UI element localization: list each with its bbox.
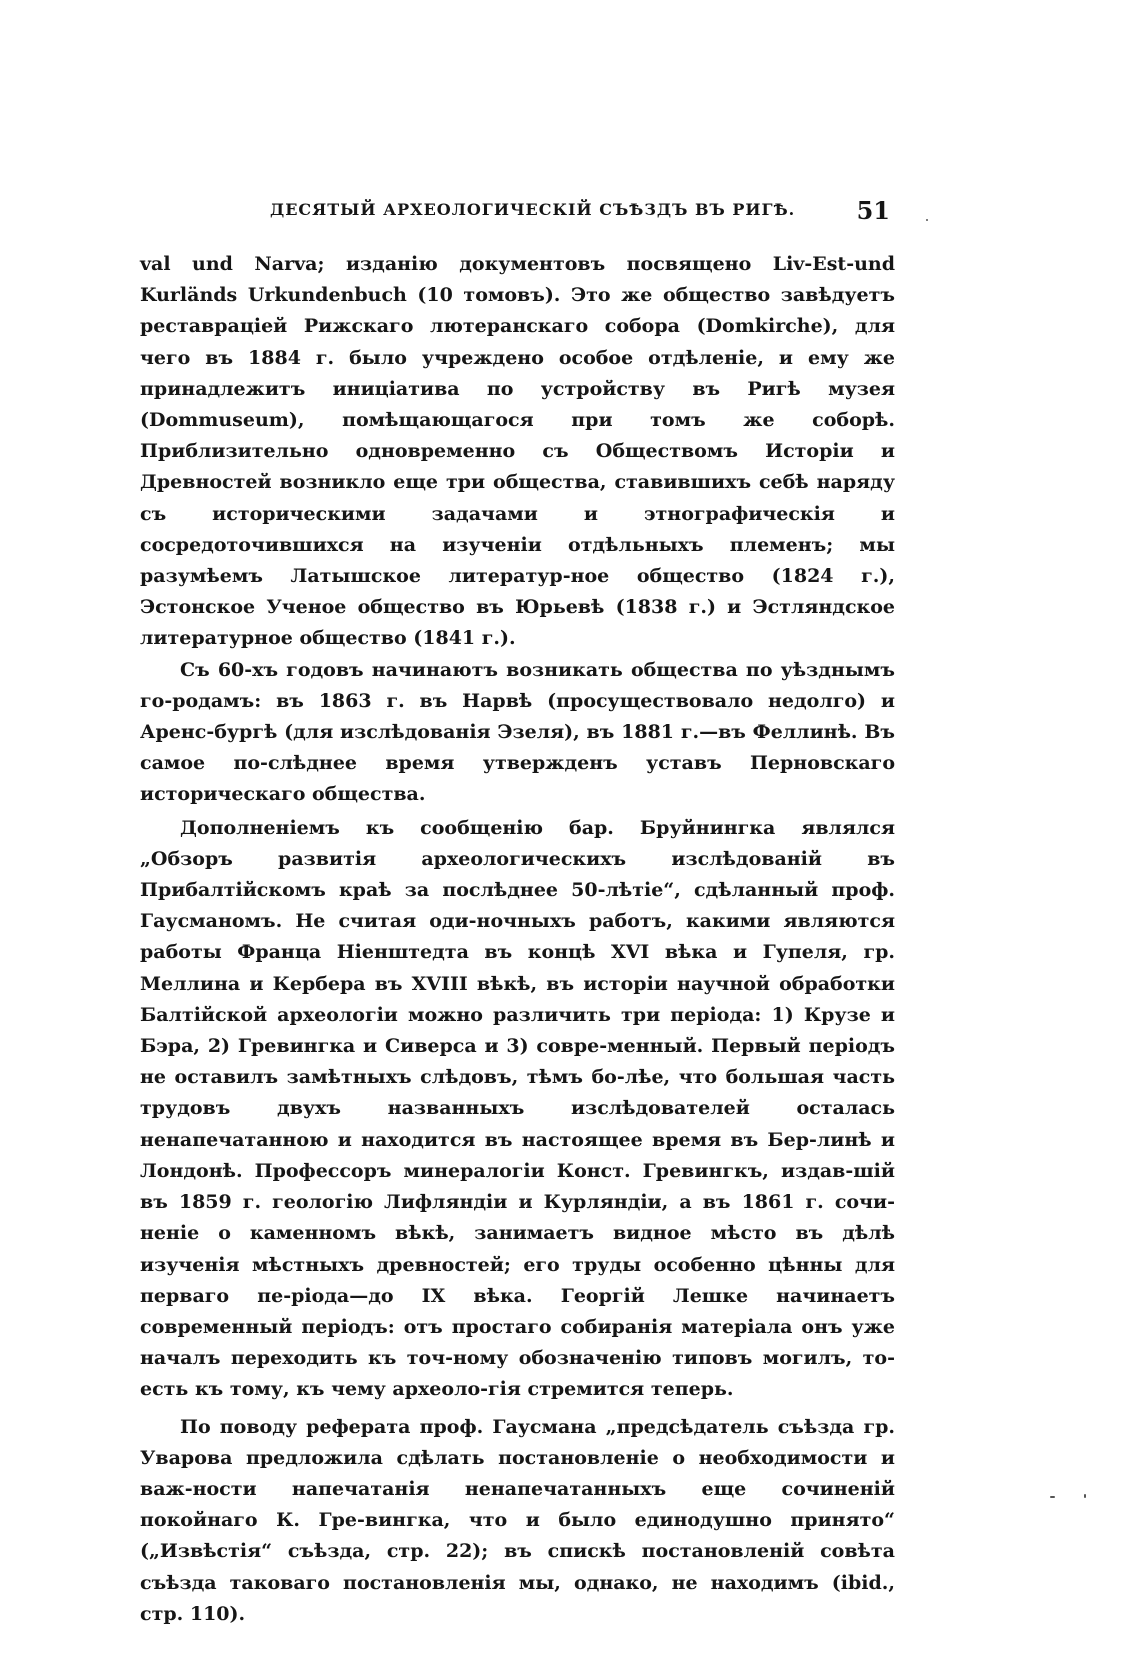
running-header: [140, 196, 900, 230]
scan-speck: [926, 219, 928, 221]
paragraph: val und Narva; изданію документовъ посвящено Liv-Est-und Kurländs Urkundenbuch (10 томовъ). Это же общество завѣдуетъ реставраціей Рижскаго лютеранскаго собора (Domkirche), для чего въ 1884 г. было учреждено особое отдѣленіе, и ему же принадлежитъ иниціатива по устройству въ Ригѣ музея (Dommuseum), помѣщающагося при томъ же соборѣ. Приблизительно одновременно съ Обществомъ Исторіи и Древностей возникло еще три общества, ставившихъ себѣ наряду съ историческими задачами и этнографическія и сосредоточившихся на изученіи отдѣльныхъ племенъ; мы разумѣемъ Латышское литератур-ное общество (1824 г.), Эстонское Ученое общество въ Юрьевѣ (1838 г.) и Эстляндское литературное общество (1841 г.).: [140, 253, 895, 650]
paragraph: По поводу реферата проф. Гаусмана „предсѣдатель съѣзда гр. Уварова предложила сдѣлать постановленіе о необходимости и важ-ности напечатанія ненапечатанныхъ еще сочиненій покойнаго К. Гре-вингка, что и было единодушно принято“ („Извѣстія“ съѣзда, стр. 22); въ спискѣ постановленій совѣта съѣзда таковаго постановленія мы, однако, не находимъ (ibid., стр. 110).: [140, 1415, 895, 1625]
body-text: [140, 249, 895, 1630]
paragraph: Съ 60-хъ годовъ начинаютъ возникать общества по уѣзднымъ го-родамъ: въ 1863 г. въ Нарвѣ (просуществовало недолго) и Аренс-бургѣ (для изслѣдованія Эзеля), въ 1881 г.—въ Феллинѣ. Въ самое по-слѣднее время утвержденъ уставъ Перновскаго историческаго общества.: [140, 658, 895, 806]
scan-speck: [1050, 1496, 1055, 1498]
page-number: 51: [856, 196, 890, 225]
scan-speck: [1084, 1494, 1086, 1498]
running-title: ДЕСЯТЫЙ АРХЕОЛОГИЧЕСКІЙ СЪѢЗДЪ ВЪ РИГѢ.: [270, 200, 796, 219]
paragraph: Дополненіемъ къ сообщенію бар. Бруйнингка являлся „Обзоръ развитія археологическихъ изслѣдованій въ Прибалтійскомъ краѣ за послѣднее 50-лѣтіе“, сдѣланный проф. Гаусманомъ. Не считая оди-ночныхъ работъ, какими являются работы Франца Ніенштедта въ концѣ XVI вѣка и Гупеля, гр. Меллина и Кербера въ XVIII вѣкѣ, въ исторіи научной обработки Балтійской археологіи можно различить три періода: 1) Крузе и Бэра, 2) Гревингка и Сиверса и 3) совре-менный. Первый періодъ не оставилъ замѣтныхъ слѣдовъ, тѣмъ бо-лѣе, что большая часть трудовъ двухъ названныхъ изслѣдователей осталась ненапечатанною и находится въ настоящее время въ Бер-линѣ и Лондонѣ. Профессоръ минералогіи Конст. Гревингкъ, издав-шій въ 1859 г. геологію Лифляндіи и Курляндіи, а въ 1861 г. сочи-неніе о каменномъ вѣкѣ, занимаетъ видное мѣсто въ дѣлѣ изученія мѣстныхъ древностей; его труды особенно цѣнны для перваго пе-ріода—до IX вѣка. Георгій Лешке начинаетъ современный періодъ: отъ простаго собиранія матеріала онъ уже началъ переходить къ точ-ному обозначенію типовъ могилъ, то-есть къ тому, къ чему археоло-гія стремится теперь.: [140, 816, 895, 1401]
